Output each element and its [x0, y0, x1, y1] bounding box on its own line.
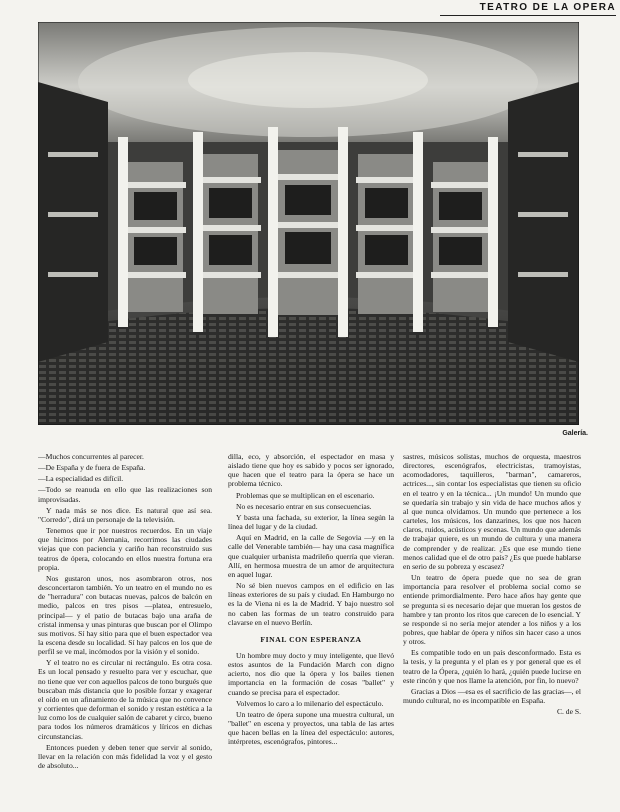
paragraph: Un teatro de ópera supone una muestra cultural, un "ballet" en escena y proyectos, una tabla de las artes que hacen bellas en la línea del espectáculo: autores, intérpretes, escenógrafos, pintores...	[228, 709, 394, 747]
paragraph: —Todo se reanuda en ello que las realizaciones son improvisadas.	[38, 485, 212, 504]
theater-photo	[38, 22, 579, 425]
paragraph: Problemas que se multiplican en el escenario.	[236, 490, 375, 500]
paragraph: Un teatro de ópera puede que no sea de gran importancia para resolver el problema social como se entiende primordialmente. Pero hace años hay gente que se pregunta si es necesario dejar que mueran los gestos de hambre y tan pronto los ritos que carecen de lo esencial. Y se responde si no sería mejor atender a los niños y a los pobres, que hablar de ópera y niños sin hacer caso a unos y otros.	[403, 573, 581, 647]
section-header: TEATRO DE LA OPERA	[479, 2, 616, 13]
paragraph: Nos gustaron unos, nos asombraron otros, nos desconcertaron también. Yo un teatro en el mundo no es de "herradura" con butacas nuevas, palcos de balcón en medio, palcos en tres pisos —platea, entresuelo, principal— y el patio de butacas bajo una araña de cristal inmensa y unas pinturas que buscan por el Olimpo sus motivos. Sí hay sitio para que el buen espectador vea la escena desde su localidad. Sí hay palcos en los que de perfil se ve mal, incómodos por la visión y el sonido.	[38, 573, 212, 657]
paragraph: No sé bien nuevos campos en el edificio en las líneas exteriores de su país y ciudad. En Hamburgo no es la de Viena ni es la de Madrid. Y bajo nuestro sol no caben las formas de un teatro construido para clavarse en el nuevo Berlín.	[228, 581, 394, 627]
paragraph: —La especialidad es difícil.	[38, 474, 124, 484]
paragraph: No es necesario entrar en sus consecuencias.	[236, 501, 372, 511]
paragraph: Tenemos que ir por nuestros recuerdos. En un viaje que hicimos por Alemania, recorrimos las ciudades viejas que con paciencia y cariño han reconstruido sus teatros de ópera, colocando en ellos nuestra fortuna era propia.	[38, 526, 212, 572]
photo-caption: Galería.	[562, 430, 588, 437]
paragraph: Es compatible todo en un país desconformado. Esta es la tesis, y la pregunta y el plan es y por general que es el teatro de la Ópera, ¿quién lo hará, ¿quién puede lucirse en este rincón y que nos llame la atención, por fin, lo nuevo?	[403, 648, 581, 685]
author-signature: C. de S.	[556, 707, 581, 717]
paragraph: Volvemos lo caro a lo milenario del espectáculo.	[236, 698, 384, 708]
article-column-1	[38, 452, 212, 807]
paragraph: dilla, eco, y absorción, el espectador en masa y aislado tiene que hoy es sabido y pocos ser ignorado, que hacen que el teatro para la ópera se hace un problema técnico.	[228, 452, 394, 489]
paragraph: Gracias a Dios —esa es el sacrificio de las gracias—, el mundo cultural, no es incompatible en España.	[403, 686, 581, 706]
paragraph: Entonces pueden y deben tener que servir al sonido, llevar en la relación con más fidelidad la voz y el gesto de absoluto...	[38, 742, 212, 770]
section-heading: FINAL CON ESPERANZA	[260, 634, 362, 644]
paragraph: Aquí en Madrid, en la calle de Segovia —y en la calle del Venerable también— hay una casa magnífica que cualquier urbanista madrileño querría que vieran. Allí, en hermosa muestra de un amor de arquitectura en aquel lugar.	[228, 533, 394, 579]
paragraph: Y basta una fachada, su exterior, la línea según la línea del lugar y de la ciudad.	[228, 512, 394, 532]
paragraph: Y el teatro no es circular ni rectángulo. Es otra cosa. Es un local pensado y resuelto para ver y escuchar, que no tiene que ver con aquellos palcos de tono burgués que buscaban más distancia que lo posible forzar y exagerar el oído en un afinamiento de la música que no convence y corrientes que deforman el sonido y restan estética a la luz como los de cualquier salón de cabaret y circo, bueno para todos los números dramáticos y líricos en dichas circunstancias.	[38, 658, 212, 741]
paragraph: Un hombre muy docto y muy inteligente, que llevó estos asuntos de la Fundación March con digno acierto, nos dio que la ópera y los bailes tienen importancia en la formación de cosas "ballet" y cuando se precisa para el espectador.	[228, 650, 394, 697]
theater-interior-illustration	[38, 22, 579, 425]
article-column-3	[403, 452, 581, 807]
paragraph: sastres, músicos solistas, muchos de orquesta, maestros directores, escenógrafos, electricistas, tramoyistas, acomodadores, taquilleros, "barman", camareros, actrices..., sin contar los especialistas que tienen su oficio en el teatro y en la técnica... ¡Un mundo! Un mundo que se quedaría sin trabajo y sin vida de hace muchos años y al que nunca olvidamos. Un mundo que pertenece a los carteles, los músicos, los danzarines, los que nos hacen claros, ruidos, acústicos y escenas. Un mundo que además de trabajar quiere, es un mundo de cultura y una manera de comprender y de realizar. ¿Es que ese mundo tiene menos calidad que el de otro país? ¿Es que puede hablarse en serio de su pobreza y escasez?	[403, 452, 581, 571]
paragraph: —De España y de fuera de España.	[38, 463, 146, 473]
paragraph: —Muchos concurrentes al parecer.	[38, 452, 144, 461]
article-column-2	[228, 452, 394, 807]
paragraph: Y nada más se nos dice. Es natural que así sea. "Corredo", dirá un personaje de la televisión.	[38, 505, 212, 524]
header-rule	[440, 15, 616, 16]
